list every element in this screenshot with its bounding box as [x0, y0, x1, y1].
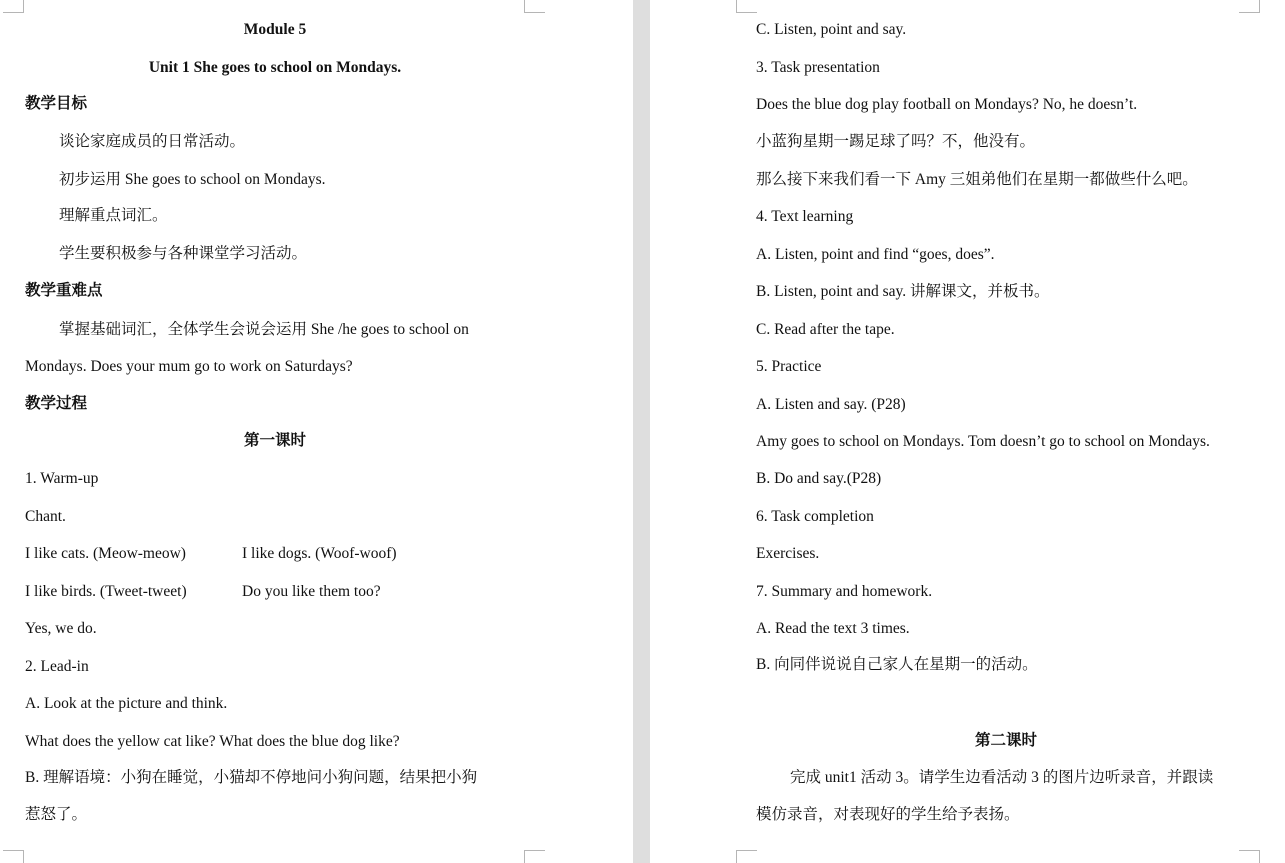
body-text: A. Listen and say. (P28)	[756, 396, 906, 413]
objective-item: 谈论家庭成员的日常活动。	[59, 133, 246, 150]
body-text: Exercises.	[756, 545, 820, 562]
body-text: 小蓝狗星期一踢足球了吗？不，他没有。	[756, 133, 1036, 150]
body-text: B. Do and say.(P28)	[756, 470, 882, 487]
objective-item: 理解重点词汇。	[59, 207, 168, 224]
lesson-title: 第一课时	[243, 432, 306, 449]
body-text: 模仿录音，对表现好的学生给予表扬。	[756, 806, 1020, 823]
crop-mark-bottom-left	[3, 850, 24, 863]
chant-line: Do you like them too?	[242, 583, 381, 600]
body-text: A. Look at the picture and think.	[25, 695, 228, 712]
step-heading: 1. Warm-up	[25, 470, 99, 487]
crop-mark-bottom-right	[1239, 850, 1260, 863]
crop-mark-bottom-left	[736, 850, 757, 863]
chant-line: I like dogs. (Woof-woof)	[242, 545, 397, 562]
crop-mark-top-left	[736, 0, 757, 13]
crop-mark-top-right	[524, 0, 545, 13]
objectives-heading: 教学目标	[25, 95, 88, 112]
step-heading: 3. Task presentation	[756, 59, 880, 76]
key-points-text: Mondays. Does your mum go to work on Saturdays?	[25, 358, 353, 375]
body-text: Does the blue dog play football on Mondays? No, he doesn’t.	[756, 96, 1138, 113]
lesson-title: 第二课时	[974, 732, 1037, 749]
body-text: 那么接下来我们看一下 Amy 三姐弟他们在星期一都做些什么吧。	[756, 171, 1198, 188]
chant-line: I like birds. (Tweet-tweet)	[25, 583, 187, 600]
body-text: A. Listen, point and find “goes, does”.	[756, 246, 995, 263]
body-text: 惹怒了。	[25, 806, 88, 823]
body-text: 完成 unit1 活动 3。请学生边看活动 3 的图片边听录音，并跟读	[790, 769, 1214, 786]
key-points-heading: 教学重难点	[25, 282, 103, 299]
page-gutter	[633, 0, 650, 863]
document-page-left	[0, 0, 633, 863]
body-text: C. Read after the tape.	[756, 321, 895, 338]
step-heading: 2. Lead-in	[25, 658, 89, 675]
document-page-right	[650, 0, 1285, 863]
body-text: What does the yellow cat like? What does the blue dog like?	[25, 733, 400, 750]
chant-line: Yes, we do.	[25, 620, 97, 637]
key-points-text: 掌握基础词汇，全体学生会说会运用 She /he goes to school on	[59, 321, 469, 338]
body-text: A. Read the text 3 times.	[756, 620, 910, 637]
objective-item: 初步运用 She goes to school on Mondays.	[59, 171, 326, 188]
body-text: B. 向同伴说说自己家人在星期一的活动。	[756, 656, 1038, 673]
unit-title: Unit 1 She goes to school on Mondays.	[148, 59, 402, 76]
body-text: Amy goes to school on Mondays. Tom doesn’t go to school on Mondays.	[756, 433, 1210, 450]
module-title: Module 5	[243, 21, 307, 38]
body-text: B. Listen, point and say. 讲解课文，并板书。	[756, 283, 1050, 300]
body-text: Chant.	[25, 508, 66, 525]
crop-mark-bottom-right	[524, 850, 545, 863]
objective-item: 学生要积极参与各种课堂学习活动。	[59, 245, 308, 262]
step-heading: 5. Practice	[756, 358, 822, 375]
body-text: C. Listen, point and say.	[756, 21, 907, 38]
step-heading: 7. Summary and homework.	[756, 583, 933, 600]
step-heading: 6. Task completion	[756, 508, 874, 525]
crop-mark-top-right	[1239, 0, 1260, 13]
process-heading: 教学过程	[25, 395, 88, 412]
chant-line: I like cats. (Meow-meow)	[25, 545, 186, 562]
body-text: B. 理解语境：小狗在睡觉，小猫却不停地问小狗问题，结果把小狗	[25, 769, 478, 786]
crop-mark-top-left	[3, 0, 24, 13]
step-heading: 4. Text learning	[756, 208, 854, 225]
